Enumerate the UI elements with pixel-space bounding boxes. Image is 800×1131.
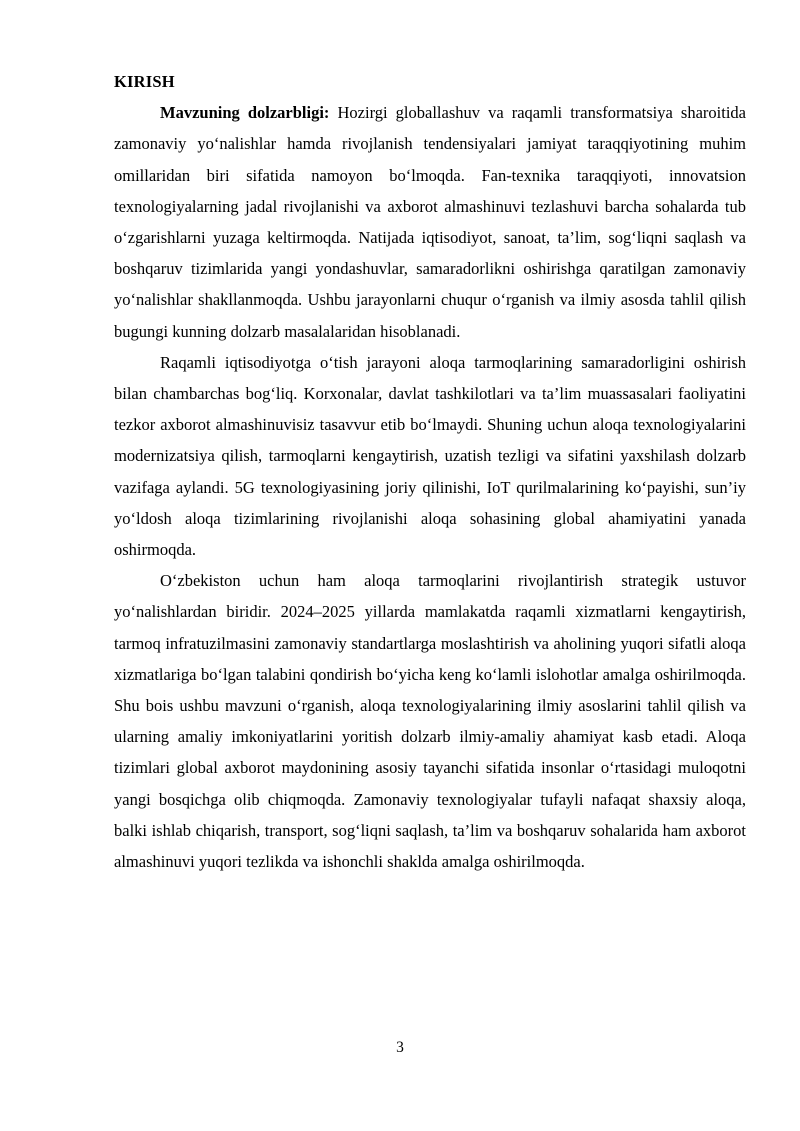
section-heading-kirish: KIRISH [114, 72, 175, 91]
paragraph-1 [114, 97, 746, 347]
page-number-footer: 3 [396, 1039, 404, 1056]
paragraph-1-text: Hozirgi globallashuv va raqamli transformatsiya sharoitida zamonaviy yoʻnalishlar hamda rivojlanish tendensiyalari jamiyat taraqqiyotining muhim omillaridan biri sifatida namoyon boʻlmoqda. Fan-texnika taraqqiyoti, innovatsion texnologiyalarning jadal rivojlanishi va axborot almashinuvi tezlashuvi barcha sohalarda tub oʻzgarishlarni yuzaga keltirmoqda. Natijada iqtisodiyot, sanoat, ta’lim, sogʻliqni saqlash va boshqaruv tizimlarida yangi yondashuvlar, samaradorlikni oshirishga qaratilgan zamonaviy yoʻnalishlar shakllanmoqda. Ushbu jarayonlarni chuqur oʻrganish va ilmiy asosda tahlil qilish bugungi kunning dolzarb masalalaridan hisoblanadi. [114, 103, 746, 341]
paragraph-2-text: Raqamli iqtisodiyotga oʻtish jarayoni aloqa tarmoqlarining samaradorligini oshirish bilan chambarchas bogʻliq. Korxonalar, davlat tashkilotlari va ta’lim muassasalari faoliyatini tezkor axborot almashinuvisiz tasavvur etib boʻlmaydi. Shuning uchun aloqa texnologiyalarini modernizatsiya qilish, tarmoqlarni kengaytirish, uzatish tezligi va sifatini yaxshilash dolzarb vazifaga aylandi. 5G texnologiyasining joriy qilinishi, IoT qurilmalarining koʻpayishi, sun’iy yoʻldosh aloqa tizimlarining rivojlanishi aloqa sohasining global ahamiyatini yanada oshirmoqda. [114, 352, 746, 560]
paragraph-3-text: Oʻzbekiston uchun ham aloqa tarmoqlarini rivojlantirish strategik ustuvor yoʻnalishlardan biridir. 2024–2025 yillarda mamlakatda raqamli xizmatlarni kengaytirish, tarmoq infratuzilmasini zamonaviy standartlarga moslashtirish va aholining yuqori sifatli aloqa xizmatlariga boʻlgan talabini qondirish boʻyicha keng koʻlamli islohotlar amalga oshirilmoqda. Shu bois ushbu mavzuni oʻrganish, aloqa texnologiyalarining ilmiy asoslarini tahlil qilish va ularning amaliy imkoniyatlarini yoritish dolzarb ilmiy-amaliy ahamiyat kasb etadi. Aloqa tizimlari global axborot maydonining asosiy tayanchi sifatida insonlar oʻrtasidagi muloqotni yangi bosqichga olib chiqmoqda. Zamonaviy texnologiyalar tufayli nafaqat shaxsiy aloqa, balki ishlab chiqarish, transport, sogʻliqni saqlash, ta’lim va boshqaruv sohalarida ham axborot almashinuvi yuqori tezlikda va ishonchli shaklda amalga oshirilmoqda. [114, 571, 746, 872]
paragraph-3 [114, 565, 746, 877]
paragraph-2 [114, 347, 746, 565]
page-content-body [114, 66, 746, 877]
paragraph-1-lead-label: Mavzuning dolzarbligi: [160, 103, 330, 123]
